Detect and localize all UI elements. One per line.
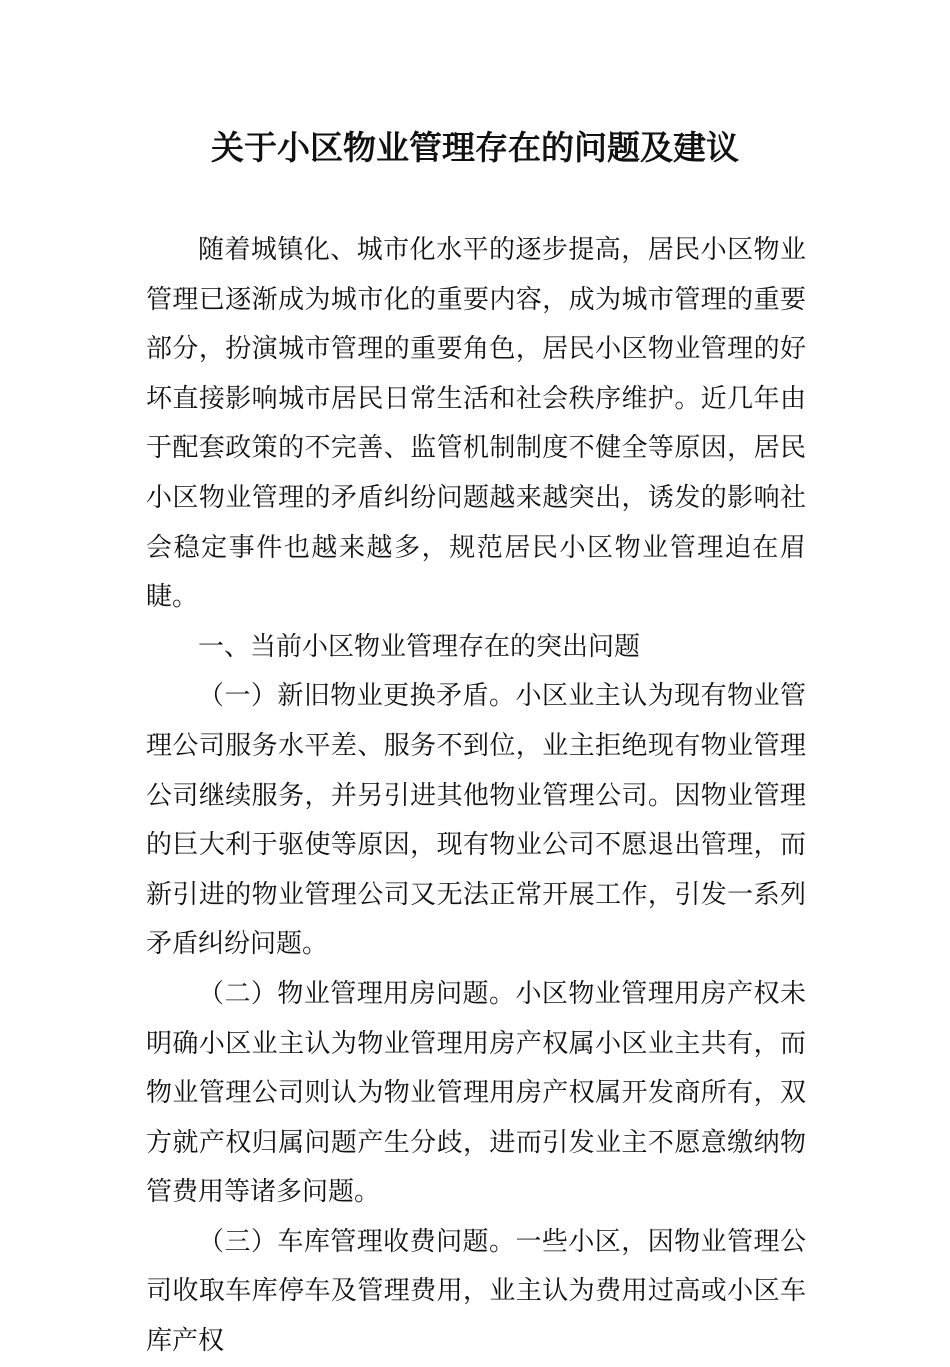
paragraph-issue-3: （三）车库管理收费问题。一些小区，因物业管理公司收取车库停车及管理费用，业主认为费用过高或小区车库产权	[146, 1226, 806, 1357]
paragraph-intro: 随着城镇化、城市化水平的逐步提高，居民小区物业管理已逐渐成为城市化的重要内容，成为城市管理的重要部分，扮演城市管理的重要角色，居民小区物业管理的好坏直接影响城市居民日常生活和社会秩序维护。近几年由于配套政策的不完善、监管机制制度不健全等原因，居民小区物业管理的矛盾纠纷问题越来越突出，诱发的影响社会稳定事件也越来越多，规范居民小区物业管理迫在眉睫。	[146, 235, 806, 613]
paragraph-issue-1: （一）新旧物业更换矛盾。小区业主认为现有物业管理公司服务水平差、服务不到位，业主拒绝现有物业管理公司继续服务，并另引进其他物业管理公司。因物业管理的巨大利于驱使等原因，现有物业公司不愿退出管理，而新引进的物业管理公司又无法正常开展工作，引发一系列矛盾纠纷问题。	[146, 681, 806, 960]
paragraph-issue-2: （二）物业管理用房问题。小区物业管理用房产权未明确小区业主认为物业管理用房产权属小区业主共有，而物业管理公司则认为物业管理用房产权属开发商所有，双方就产权归属问题产生分歧，进而引发业主不愿意缴纳物管费用等诸多问题。	[146, 978, 806, 1208]
document-title: 关于小区物业管理存在的问题及建议	[211, 128, 739, 167]
section-heading-1: 一、当前小区物业管理存在的突出问题	[198, 631, 641, 662]
document-body	[146, 226, 806, 1367]
